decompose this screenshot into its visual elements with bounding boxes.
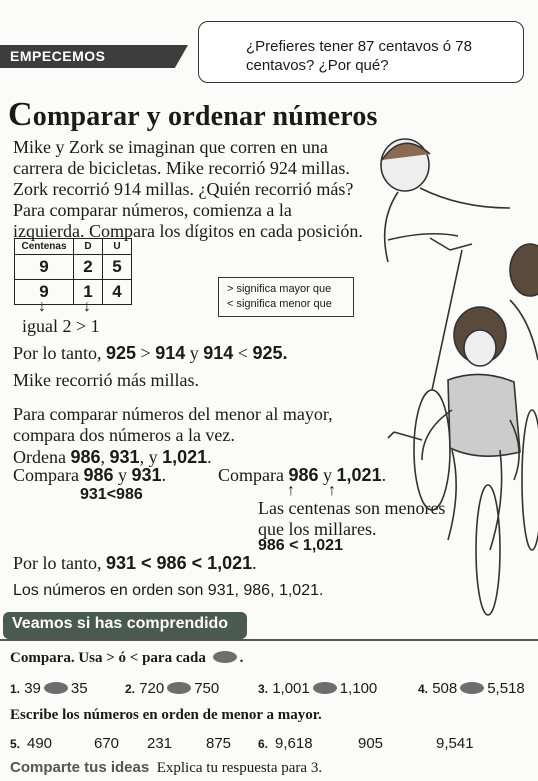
share-ideas xyxy=(10,759,322,777)
exercise-item-6 xyxy=(258,735,498,752)
item-right: 1,100 xyxy=(339,680,378,697)
intro-paragraph xyxy=(13,137,353,200)
exercise-a-instruction xyxy=(10,650,243,667)
table-row xyxy=(15,255,132,280)
ordena-n1: 986 xyxy=(70,447,101,467)
compara-right-b: 1,021 xyxy=(336,465,382,485)
exercise-a-instruction-end: . xyxy=(239,650,244,666)
order-intro-line1: Para comparar números del menor al mayor, xyxy=(13,404,333,424)
item-value: 905 xyxy=(358,735,384,752)
cyclists-illustration xyxy=(360,120,538,620)
conclusion-1-mid: y xyxy=(185,343,204,363)
down-arrow: ↓ xyxy=(38,298,46,315)
item-value: 9,541 xyxy=(436,735,474,752)
share-ideas-label: Comparte tus ideas xyxy=(10,759,150,776)
compara-left-a: 986 xyxy=(83,465,114,485)
conclusion-2-expr: 931 < 986 < 1,021 xyxy=(106,553,253,573)
compara-right-word: Compara xyxy=(218,465,289,485)
page-title xyxy=(8,96,378,134)
compara-right-a: 986 xyxy=(288,465,319,485)
conclusion-1-op1: > xyxy=(136,343,156,363)
item-number: 4. xyxy=(418,682,429,696)
warmup-question xyxy=(246,37,506,75)
item-right: 5,518 xyxy=(487,680,525,697)
item-value: 670 xyxy=(94,735,120,752)
legend-less: < significa menor que xyxy=(227,298,332,310)
page-title-initial: C xyxy=(8,96,33,133)
place-value-table xyxy=(14,238,132,305)
table-header-u: U xyxy=(103,239,132,255)
compara-right-result: 986 < 1,021 xyxy=(258,537,343,554)
conclusion-2-dot: . xyxy=(252,553,257,573)
symbol-legend xyxy=(218,277,354,317)
warmup-question-line1: ¿Prefieres tener 87 centavos ó 78 xyxy=(246,38,472,55)
answer-oval-icon[interactable] xyxy=(313,682,337,694)
exercise-b-instruction: Escribe los números en orden de menor a mayor. xyxy=(10,707,322,723)
item-number: 3. xyxy=(258,682,269,696)
conclusion-1-n2: 914 xyxy=(155,343,186,363)
table-header-row xyxy=(15,239,132,255)
share-ideas-text: Explica tu respuesta para 3. xyxy=(156,760,323,776)
item-right: 35 xyxy=(70,680,88,697)
table-cell: 5 xyxy=(103,255,132,280)
compara-right-note1: Las centenas son menores xyxy=(258,498,446,518)
table-cell: 9 xyxy=(15,255,74,280)
conclusion-1-n3: 914 xyxy=(203,343,234,363)
ordena-n3: 1,021 xyxy=(162,447,208,467)
up-arrow: ↑ xyxy=(287,482,295,499)
exercise-item-2 xyxy=(125,680,219,697)
banner-rule xyxy=(0,639,538,641)
table-row xyxy=(15,280,132,305)
practice-banner-label: Veamos si has comprendido xyxy=(12,615,229,632)
order-intro-paragraph xyxy=(13,404,333,446)
item-value: 490 xyxy=(27,735,53,752)
conclusion-2 xyxy=(13,553,257,574)
conclusion-1-n4: 925. xyxy=(252,343,288,363)
section-badge-label: EMPECEMOS xyxy=(10,48,106,64)
exercise-item-1 xyxy=(10,680,88,697)
compara-right-note2: que los millares. xyxy=(258,519,377,539)
ordena-end: . xyxy=(207,447,212,467)
ordena-line: Ordena 986, 931, y 1,021. xyxy=(13,447,212,467)
warmup-question-line2: centavos? ¿Por qué? xyxy=(246,57,389,74)
answer-oval-icon[interactable] xyxy=(44,682,68,694)
table-header-centenas: Centenas xyxy=(15,239,74,255)
order-intro-line2: compara dos números a la vez. xyxy=(13,425,235,445)
final-order-text: Los números en orden son 931, 986, 1,021. xyxy=(13,582,324,599)
answer-oval-icon[interactable] xyxy=(167,682,191,694)
compare-intro-line1: Para comparar números, comienza a la xyxy=(13,200,292,220)
intro-line1: Mike y Zork se imaginan que corren en una xyxy=(13,137,328,157)
compara-left-dot: . xyxy=(161,465,167,485)
answer-oval-icon[interactable] xyxy=(460,682,484,694)
table-cell: 2 xyxy=(74,255,103,280)
exercise-item-5 xyxy=(10,735,240,752)
compara-right-dot: . xyxy=(381,465,387,485)
item-left: 39 xyxy=(24,680,41,697)
item-number: 2. xyxy=(125,682,136,696)
item-value: 875 xyxy=(206,735,232,752)
ordena-n2: 931 xyxy=(109,447,140,467)
compare-intro-line2: izquierda. Compara los dígitos en cada posición. xyxy=(13,221,363,241)
compare-intro-paragraph xyxy=(13,200,363,242)
ordena-and: , y xyxy=(139,447,163,467)
table-cell: 4 xyxy=(103,280,132,305)
conclusion-1 xyxy=(13,343,288,364)
compara-left-y: y xyxy=(113,465,132,485)
conclusion-1-n1: 925 xyxy=(106,343,137,363)
table-cell: 1 xyxy=(74,280,103,305)
item-number: 1. xyxy=(10,682,21,696)
down-arrow: ↓ xyxy=(83,298,91,315)
item-right: 750 xyxy=(194,680,220,697)
legend-greater: > significa mayor que xyxy=(227,283,332,295)
item-left: 720 xyxy=(139,680,165,697)
intro-line2: carrera de bicicletas. Mike recorrió 924 millas. xyxy=(13,158,350,178)
table-header-d: D xyxy=(74,239,103,255)
compara-right-y: y xyxy=(318,465,337,485)
compara-left-word: Compara xyxy=(13,465,84,485)
item-number: 6. xyxy=(258,737,269,751)
mike-more-text: Mike recorrió más millas. xyxy=(13,370,199,390)
item-value: 231 xyxy=(147,735,173,752)
answer-oval-icon xyxy=(213,651,237,663)
item-left: 508 xyxy=(432,680,458,697)
intro-line3: Zork recorrió 914 millas. ¿Quién recorrió más? xyxy=(13,179,354,199)
exercise-a-instruction-start: Compara. Usa > ó < para cada xyxy=(10,650,206,666)
exercise-item-3 xyxy=(258,680,377,697)
conclusion-2-prefix: Por lo tanto, xyxy=(13,553,106,573)
up-arrow: ↑ xyxy=(328,482,336,499)
ordena-prefix: Ordena xyxy=(13,447,71,467)
item-value: 9,618 xyxy=(275,735,313,752)
conclusion-1-prefix: Por lo tanto, xyxy=(13,343,106,363)
item-left: 1,001 xyxy=(272,680,310,697)
item-number: 5. xyxy=(10,737,21,751)
compara-left xyxy=(13,465,166,486)
equal-note: igual 2 > 1 xyxy=(22,316,100,336)
exercise-item-4 xyxy=(418,680,525,697)
compara-left-b: 931 xyxy=(131,465,162,485)
table-cell: 9 xyxy=(15,280,74,305)
conclusion-1-op2: < xyxy=(233,343,253,363)
compara-left-result: 931<986 xyxy=(80,486,143,503)
page-title-rest: omparar y ordenar números xyxy=(32,101,378,132)
